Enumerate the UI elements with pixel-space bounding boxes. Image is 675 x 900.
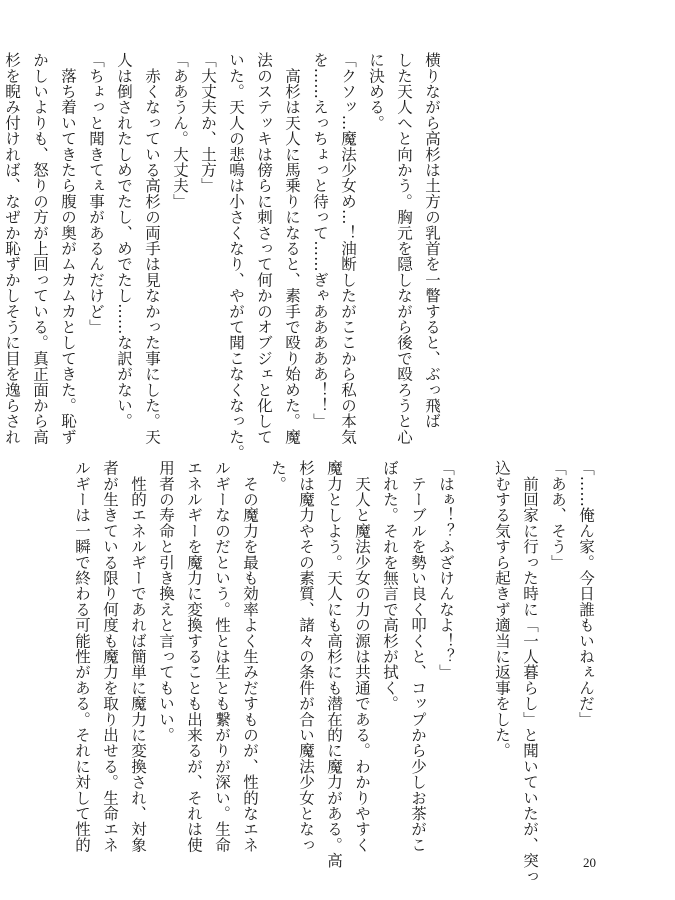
text-line: 「ああ、そう」 — [549, 460, 567, 570]
text-line: 人は倒されたしめでたし、めでたし……な訳がない。 — [115, 52, 133, 429]
text-line: エネルギーを魔力に変換することも出来るが、それは使 — [185, 460, 203, 853]
text-line: した天人へと向かう。胸元を隠しながら後で殴ろうと心 — [395, 52, 413, 445]
text-block-upper — [3, 52, 446, 461]
text-line: ぼれた。それを無言で高杉が拭く。 — [381, 460, 399, 712]
text-line: 杉は魔力やその素質、諸々の条件が合い魔法少女となっ — [297, 460, 315, 853]
text-line: 「はぁ！？ふざけんなよ！？」 — [437, 460, 455, 680]
text-line: 用者の寿命と引き換えと言ってもいい。 — [157, 460, 175, 743]
text-line: 杉を睨み付ければ、なぜか恥ずかしそうに目を逸らされ — [3, 52, 21, 445]
page-number: 20 — [583, 855, 596, 870]
text-line: 前回家に行った時に「一人暮らし」と聞いていたが、突っ — [521, 460, 539, 884]
text-line: を……えっちょっと待って……ぎゃあああああ！！」 — [311, 52, 329, 429]
text-line: 落ち着いてきたら腹の奥がムカムカとしてきた。恥ず — [59, 52, 77, 445]
text-line: 「ちょっと聞きてぇ事があるんだけど」 — [87, 52, 105, 335]
text-line: 者が生きている限り何度も魔力を取り出せる。生命エネ — [101, 460, 119, 853]
text-line: 込むする気すら起きず適当に返事をした。 — [493, 460, 511, 759]
text-line: かしいよりも、怒りの方が上回っている。真正面から高 — [31, 52, 49, 445]
text-line: に決める。 — [367, 52, 385, 131]
text-line: いた。天人の悲鳴は小さくなり、やがて聞こなくなった。 — [227, 52, 245, 461]
text-line: 「大丈夫か、土方」 — [199, 52, 217, 194]
text-line: 法のステッキは傍らに刺さって何かのオブジェと化して — [255, 52, 273, 445]
text-line: その魔力を最も効率よく生みだすものが、性的なエネ — [241, 460, 259, 853]
text-line: テーブルを勢い良く叩くと、コップから少しお茶がこ — [409, 460, 427, 853]
text-line: 高杉は天人に馬乗りになると、素手で殴り始めた。魔 — [283, 52, 301, 445]
text-line: 「……俺ん家。今日誰もいねぇんだ」 — [577, 460, 595, 727]
text-line: ルギーなのだという。性とは生とも繋がりが深い。生命 — [213, 460, 231, 853]
text-line: た。 — [269, 460, 287, 492]
text-line: 魔力としよう。天人にも高杉にも潜在的に魔力がある。高 — [325, 460, 343, 869]
blank-line — [460, 460, 488, 838]
text-line: 「クソッ…魔法少女め…！油断したがここから私の本気 — [339, 52, 357, 445]
text-line: 性的エネルギーであれば簡単に魔力に変換され、対象 — [129, 460, 147, 853]
text-line: 「ああうん。大丈夫」 — [171, 52, 189, 209]
text-line: 天人と魔法少女の力の源は共通である。わかりやすく — [353, 460, 371, 853]
text-line: 横りながら高杉は土方の乳首を一瞥すると、ぶっ飛ば — [423, 52, 441, 429]
text-line: 赤くなっている高杉の両手は見なかった事にした。天 — [143, 52, 161, 445]
text-line: ルギーは一瞬で終わる可能性がある。それに対して性的 — [73, 460, 91, 853]
